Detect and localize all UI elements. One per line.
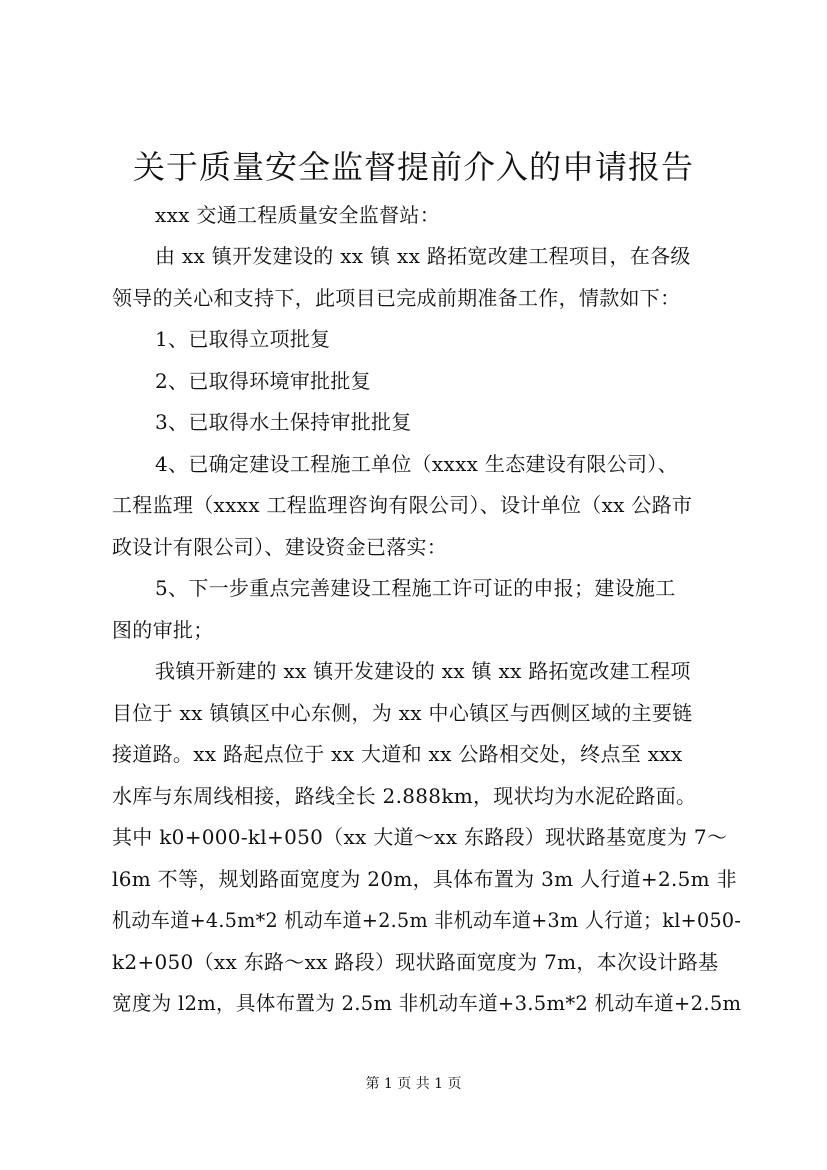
paragraph-line: 工程监理（xxxx 工程监理咨询有限公司）、设计单位（xx 公路市 [112,493,693,517]
paragraph-line: 机动车道+4.5m*2 机动车道+2.5m 非机动车道+3m 人行道；kl+050- [112,908,742,932]
paragraph-line: 其中 k0+000-kl+050（xx 大道～xx 东路段）现状路基宽度为 7～ [112,825,728,849]
paragraph-line: k2+050（xx 东路～xx 路段）现状路面宽度为 7m，本次设计路基 [112,950,719,974]
list-item-line: 1、已取得立项批复 [155,327,331,351]
paragraph-line: 领导的关心和支持下，此项目已完成前期准备工作，情款如下： [112,286,681,310]
paragraph-line: 水库与东周线相接，路线全长 2.888km，现状均为水泥砼路面。 [112,784,697,808]
document-title: 关于质量安全监督提前介入的申请报告 [132,148,694,186]
list-item-line: 2、已取得环境审批批复 [155,369,372,393]
list-item-line: 3、已取得水土保持审批批复 [155,410,412,434]
salutation-line: xxx 交通工程质量安全监督站： [155,203,440,227]
paragraph-line: 目位于 xx 镇镇区中心东侧，为 xx 中心镇区与西侧区域的主要链 [112,701,693,725]
paragraph-line: 由 xx 镇开发建设的 xx 镇 xx 路拓宽改建工程项目，在各级 [155,244,691,268]
list-item-line: 4、已确定建设工程施工单位（xxxx 生态建设有限公司）、 [155,452,678,476]
page-number-footer: 第 1 页 共 1 页 [365,1076,462,1092]
paragraph-line: 接道路。xx 路起点位于 xx 大道和 xx 公路相交处，终点至 xxx [112,742,683,766]
paragraph-line: l6m 不等，规划路面宽度为 20m，具体布置为 3m 人行道+2.5m 非 [112,867,737,891]
paragraph-line: 我镇开新建的 xx 镇开发建设的 xx 镇 xx 路拓宽改建工程项 [155,659,691,683]
paragraph-line: 政设计有限公司）、建设资金已落实： [112,535,448,559]
paragraph-line: 宽度为 l2m，具体布置为 2.5m 非机动车道+3.5m*2 机动车道+2.5m [112,991,742,1015]
list-item-line: 5、下一步重点完善建设工程施工许可证的申报；建设施工 [155,576,676,600]
paragraph-line: 图的审批； [112,618,214,642]
